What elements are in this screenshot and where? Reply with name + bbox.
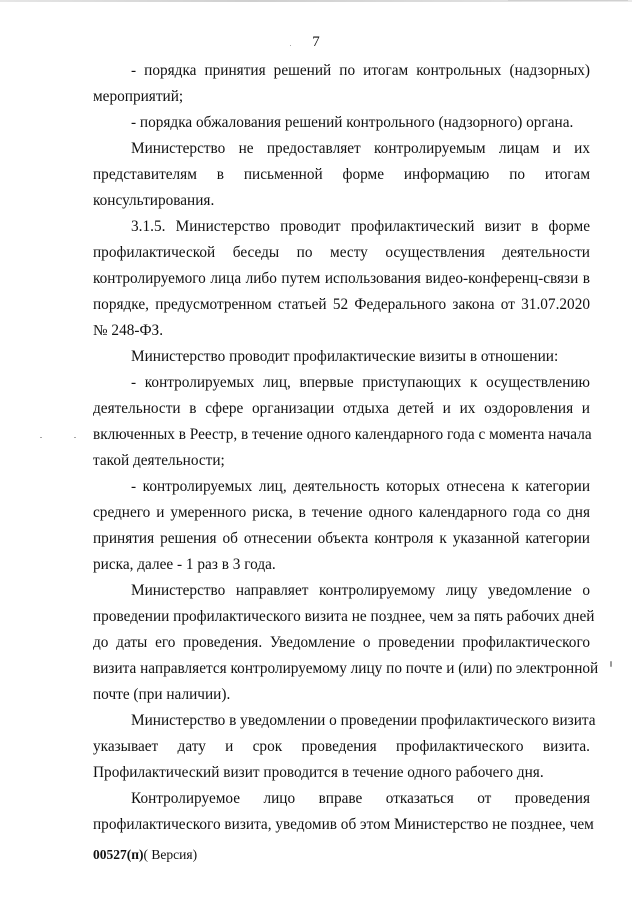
text-line: среднего и умеренного риска, в течение одного календарного года со дня [93, 504, 590, 521]
text-line: № 248-ФЗ. [93, 322, 164, 339]
scan-speck [610, 661, 612, 667]
text-line: - порядка принятия решений по итогам контрольных (надзорных) [131, 62, 590, 79]
text-line: Контролируемое лицо вправе отказаться от проведения [131, 790, 590, 807]
text-line: - контролируемых лиц, деятельность которых отнесена к категории [131, 478, 590, 495]
text-line: порядке, предусмотренном статьей 52 Федерального закона от 31.07.2020 [93, 296, 590, 313]
text-line: Министерство направляет контролируемому лицу уведомление о [131, 582, 590, 599]
scan-edge-mark [508, 0, 628, 1]
text-line: Министерство проводит профилактические визиты в отношении: [131, 348, 559, 365]
text-line: визита направляется контролируемому лицу по почте и (или) по электронной [93, 660, 599, 677]
document-body [93, 58, 599, 838]
text-line: профилактической беседы по месту осуществления деятельности [93, 244, 590, 261]
text-line: почте (при наличии). [93, 686, 231, 703]
text-line: до даты его проведения. Уведомление о проведении профилактического [93, 634, 590, 651]
text-line: 3.1.5. Министерство проводит профилактический визит в форме [131, 218, 590, 235]
document-footer [93, 847, 197, 863]
scan-speck [74, 437, 76, 438]
text-line: принятия решения об отнесении объекта контроля к указанной категории [93, 530, 590, 547]
text-line: контролируемого лица либо путем использования видео-конференц-связи в [93, 270, 590, 287]
text-line: Профилактический визит проводится в течение одного рабочего дня. [93, 764, 544, 781]
text-line: деятельности в сфере организации отдыха детей и их оздоровления и [93, 400, 590, 417]
text-line: представителям в письменной форме информацию по итогам [93, 166, 590, 183]
text-line: - контролируемых лиц, впервые приступающих к осуществлению [131, 374, 590, 391]
text-line: Министерство не предоставляет контролируемым лицам и их [131, 140, 590, 157]
page-number: 7 [312, 34, 320, 50]
scan-speck [40, 437, 42, 438]
document-version: ( Версия) [143, 847, 198, 862]
text-line: Министерство в уведомлении о проведении профилактического визита [131, 712, 596, 729]
text-line: профилактического визита, уведомив об этом Министерство не позднее, чем [93, 816, 594, 833]
text-line: консультирования. [93, 192, 215, 209]
text-line: такой деятельности; [93, 452, 225, 469]
text-line: риска, далее - 1 раз в 3 года. [93, 556, 276, 573]
scan-speck [290, 45, 291, 46]
text-line: мероприятий; [93, 88, 184, 105]
text-line: включенных в Реестр, в течение одного календарного года с момента начала [93, 426, 592, 443]
text-line: указывает дату и срок проведения профилактического визита. [93, 738, 590, 755]
document-code: 00527(п) [93, 847, 144, 862]
text-line: - порядка обжалования решений контрольного (надзорного) органа. [131, 114, 574, 131]
text-line: проведении профилактического визита не позднее, чем за пять рабочих дней [93, 608, 595, 625]
